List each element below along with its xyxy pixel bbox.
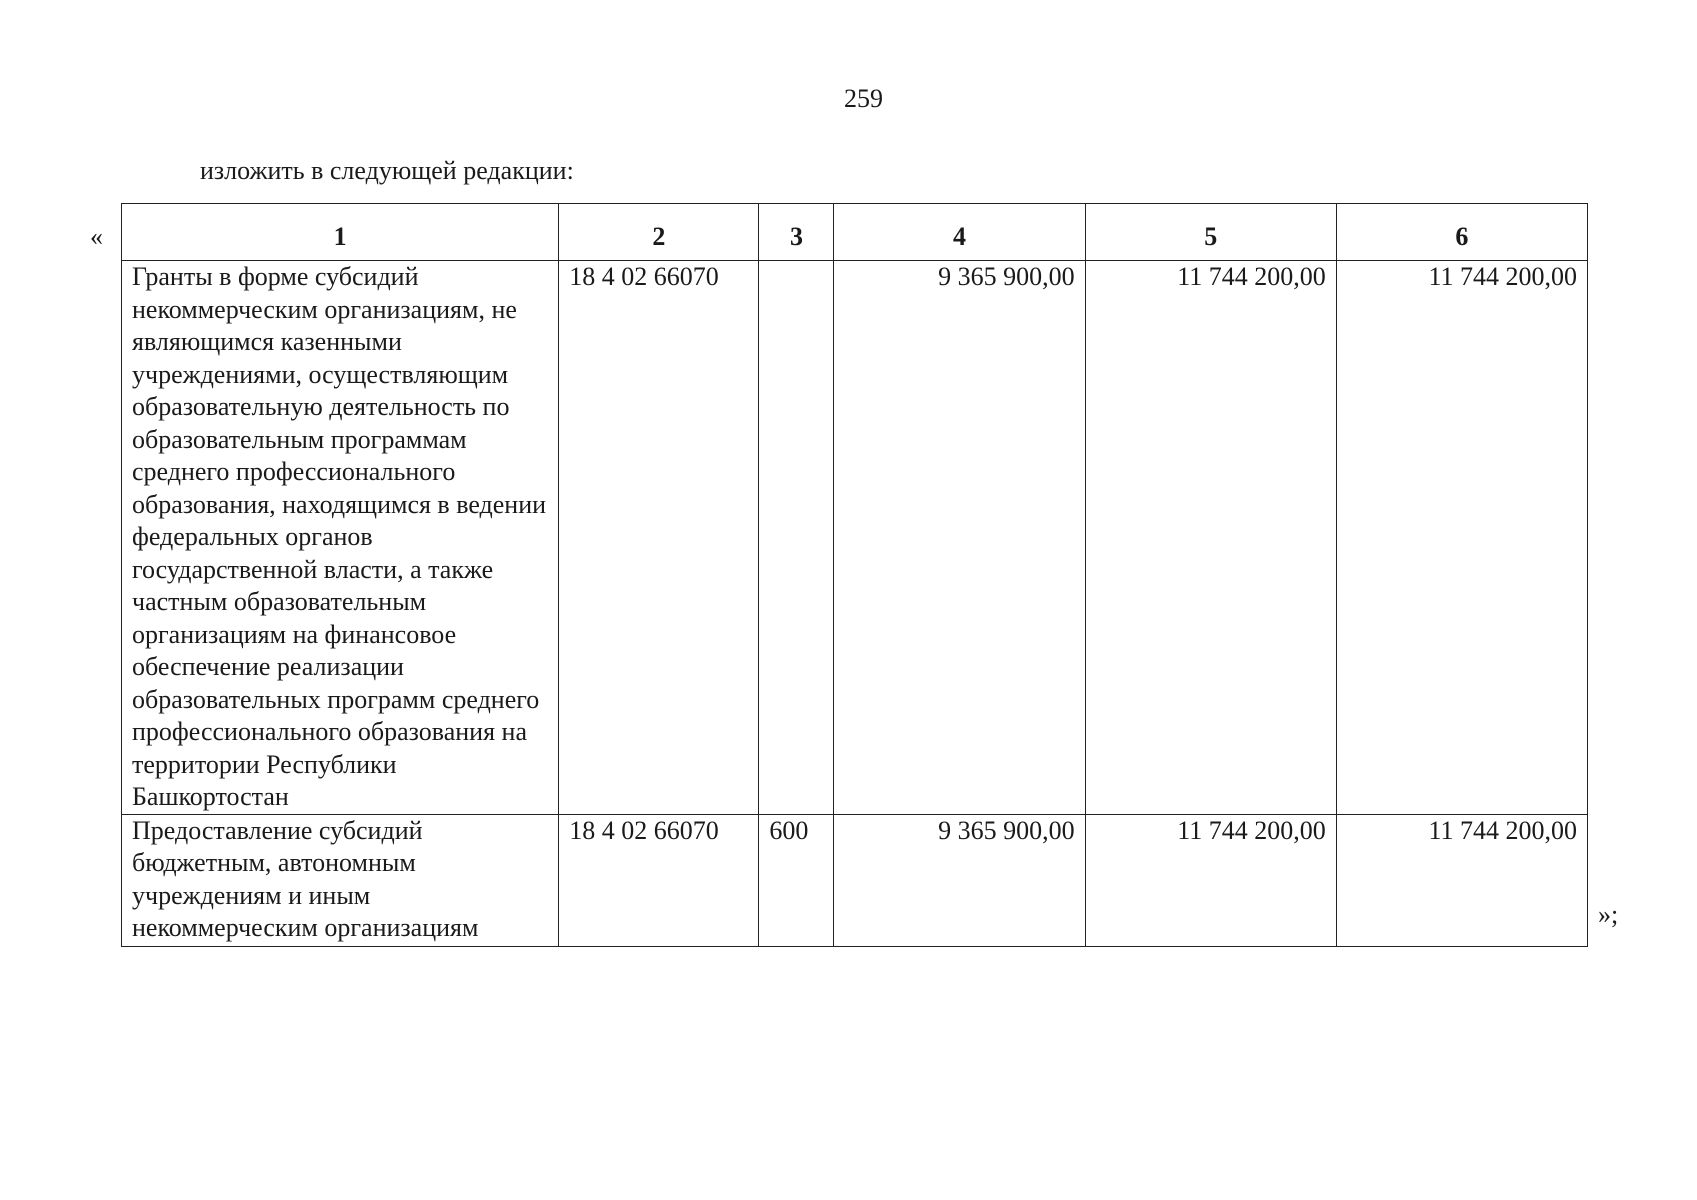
row-name-cell: Предоставление субсидий бюджетным, автономным учреждениям и иным некоммерческим организациям: [122, 814, 559, 946]
budget-table: [121, 203, 1588, 947]
row-expense-type-cell: [759, 261, 834, 815]
column-header-5: 5: [1085, 204, 1336, 261]
row-amount-6-cell: 11 744 200,00: [1336, 814, 1587, 946]
page-number: 259: [844, 84, 883, 113]
column-header-1: 1: [122, 204, 559, 261]
column-header-6: 6: [1336, 204, 1587, 261]
opening-quote: «: [90, 222, 103, 251]
closing-quote: »;: [1598, 900, 1619, 929]
column-header-4: 4: [834, 204, 1085, 261]
row-amount-4-cell: 9 365 900,00: [834, 814, 1085, 946]
row-amount-6-cell: 11 744 200,00: [1336, 261, 1587, 815]
table-header-row: [122, 204, 1588, 261]
row-code-cell: 18 4 02 66070: [559, 814, 759, 946]
row-expense-type-cell: 600: [759, 814, 834, 946]
row-amount-4-cell: 9 365 900,00: [834, 261, 1085, 815]
column-header-2: 2: [559, 204, 759, 261]
row-amount-5-cell: 11 744 200,00: [1085, 814, 1336, 946]
column-header-3: 3: [759, 204, 834, 261]
row-amount-5-cell: 11 744 200,00: [1085, 261, 1336, 815]
row-code-cell: 18 4 02 66070: [559, 261, 759, 815]
table-row: [122, 261, 1588, 815]
intro-text: изложить в следующей редакции:: [200, 156, 574, 185]
table-row: [122, 814, 1588, 946]
row-name-cell: Гранты в форме субсидий некоммерческим организациям, не являющимся казенными учреждениями, осуществляющим образовательную деятельность по образовательным программам среднего профессионального образования, находящимся в ведении федеральных органов государственной власти, а также частным образовательным организациям на финансовое обеспечение реализации образовательных программ среднего профессионального образования на территории Республики Башкортостан: [122, 261, 559, 815]
